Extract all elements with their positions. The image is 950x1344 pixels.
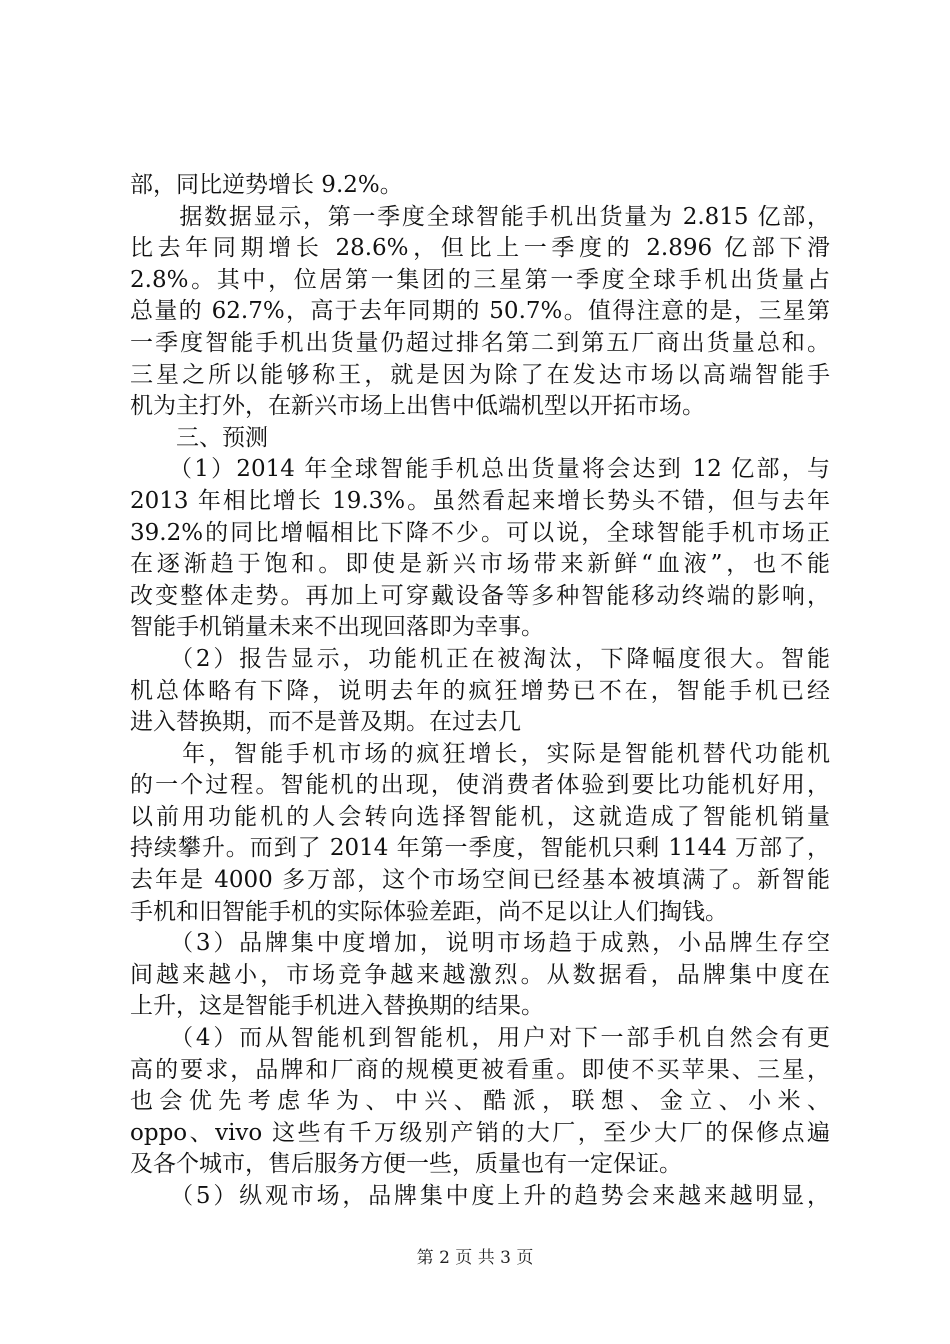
text-line: （2）报告显示，功能机正在被淘汰，下降幅度很大。智能	[130, 645, 830, 672]
text-line: （1）2014 年全球智能手机总出货量将会达到 12 亿部，与	[130, 456, 830, 483]
text-line: 也会优先考虑华为、中兴、酷派，联想、金立、小米、	[130, 1088, 830, 1115]
text-line: oppo、vivo 这些有千万级别产销的大厂，至少大厂的保修点遍	[130, 1119, 830, 1146]
text-line: 的一个过程。智能机的出现，使消费者体验到要比功能机好用，	[130, 772, 830, 799]
text-line: 机总体略有下降，说明去年的疯狂增势已不在，智能手机已经	[130, 677, 830, 704]
text-line: 持续攀升。而到了 2014 年第一季度，智能机只剩 1144 万部了，	[130, 835, 830, 862]
text-line: 2.8%。其中，位居第一集团的三星第一季度全球手机出货量占	[130, 266, 830, 293]
text-line: 部，同比逆势增长 9.2%。	[130, 172, 403, 198]
text-line: （5）纵观市场，品牌集中度上升的趋势会来越来越明显，	[130, 1183, 830, 1209]
text-line: 在逐渐趋于饱和。即使是新兴市场带来新鲜“血液”，也不能	[130, 551, 830, 578]
text-line: 一季度智能手机出货量仍超过排名第二到第五厂商出货量总和。	[130, 329, 830, 356]
text-line: 39.2%的同比增幅相比下降不少。可以说，全球智能手机市场正	[130, 519, 830, 546]
text-line: （3）品牌集中度增加，说明市场趋于成熟，小品牌生存空	[130, 930, 830, 957]
text-line: 及各个城市，售后服务方便一些，质量也有一定保证。	[130, 1151, 682, 1178]
text-line: 年，智能手机市场的疯狂增长，实际是智能机替代功能机	[130, 740, 830, 767]
text-line: 据数据显示，第一季度全球智能手机出货量为 2.815 亿部，	[130, 203, 830, 230]
text-line: 比去年同期增长 28.6%，但比上一季度的 2.896 亿部下滑	[130, 235, 830, 262]
text-line: 手机和旧智能手机的实际体验差距，尚不足以让人们掏钱。	[130, 898, 728, 925]
text-line: 2013 年相比增长 19.3%。虽然看起来增长势头不错，但与去年	[130, 487, 830, 514]
text-line: 上升，这是智能手机进入替换期的结果。	[130, 993, 544, 1020]
text-line: 以前用功能机的人会转向选择智能机，这就造成了智能机销量	[130, 803, 830, 830]
document-body	[130, 170, 830, 1213]
text-line: 去年是 4000 多万部，这个市场空间已经基本被填满了。新智能	[130, 867, 830, 894]
page-footer: 第 2 页 共 3 页	[416, 1248, 534, 1268]
text-line: 改变整体走势。再加上可穿戴设备等多种智能移动终端的影响，	[130, 582, 830, 609]
text-line: 智能手机销量未来不出现回落即为幸事。	[130, 614, 544, 641]
section-heading: 三、预测	[130, 424, 268, 451]
text-line: 机为主打外，在新兴市场上出售中低端机型以开拓市场。	[130, 393, 705, 420]
text-line: 间越来越小，市场竞争越来越激烈。从数据看，品牌集中度在	[130, 961, 830, 988]
text-line: 三星之所以能够称王，就是因为除了在发达市场以高端智能手	[130, 361, 830, 388]
text-line: 进入替换期，而不是普及期。在过去几	[130, 709, 521, 736]
text-line: 总量的 62.7%，高于去年同期的 50.7%。值得注意的是，三星第	[130, 298, 830, 325]
text-line: （4）而从智能机到智能机，用户对下一部手机自然会有更	[130, 1025, 830, 1052]
text-line: 高的要求，品牌和厂商的规模更被看重。即使不买苹果、三星，	[130, 1056, 830, 1083]
